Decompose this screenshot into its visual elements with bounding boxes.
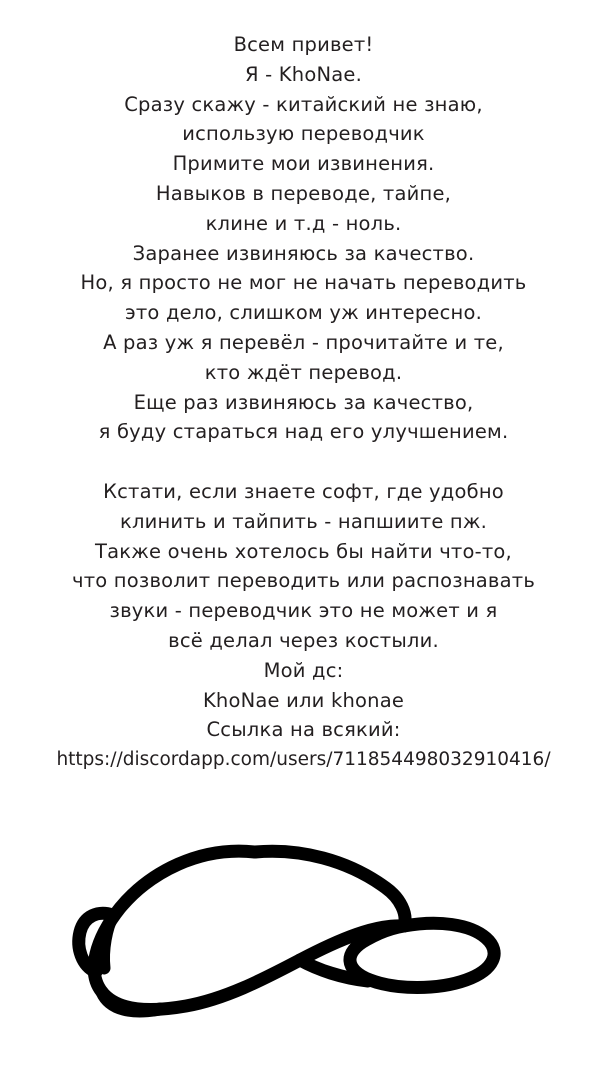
note-line: я буду стараться над его улучшением. (98, 420, 509, 444)
note-line: Всем привет! (233, 33, 374, 56)
discord-profile-link[interactable]: https://discordapp.com/users/711854498032910416/ (56, 749, 551, 771)
note-line: Также очень хотелось бы найти что-то, (95, 539, 512, 563)
note-line: Заранее извиняюсь за качество. (132, 241, 475, 265)
note-line: кто ждёт перевод. (204, 360, 403, 384)
note-line: Примите мои извинения. (172, 152, 435, 176)
note-line: Я - KhoNae. (245, 62, 362, 86)
note-line: А раз уж я перевёл - прочитайте и те, (103, 330, 504, 354)
note-line: Кстати, если знаете софт, где удобно (103, 479, 504, 503)
note-line: Навыков в переводе, тайпе, (155, 181, 452, 205)
note-line: клине и т.д - ноль. (205, 211, 402, 235)
note-line: Мой дс: (263, 658, 344, 682)
note-line: это дело, слишком уж интересно. (124, 301, 483, 325)
note-line: клинить и тайпить - напшиите пж. (119, 509, 488, 533)
note-line: KhoNae или khonae (202, 688, 405, 712)
translator-note (0, 30, 607, 775)
note-line: Еще раз извиняюсь за качество, (133, 390, 474, 414)
note-line: Сразу скажу - китайский не знаю, (124, 92, 483, 116)
note-line-spacer (0, 447, 607, 477)
note-line: звуки - переводчик это не может и я (109, 599, 498, 623)
note-line: что позволит переводить или распознавать (71, 569, 536, 593)
note-line: всё делал через костыли. (168, 628, 439, 652)
note-line: Ссылка на всякий: (206, 718, 401, 742)
line-art-blob (0, 800, 607, 1080)
note-line: Но, я просто не мог не начать переводить (80, 271, 527, 295)
note-line: использую переводчик (182, 122, 425, 146)
